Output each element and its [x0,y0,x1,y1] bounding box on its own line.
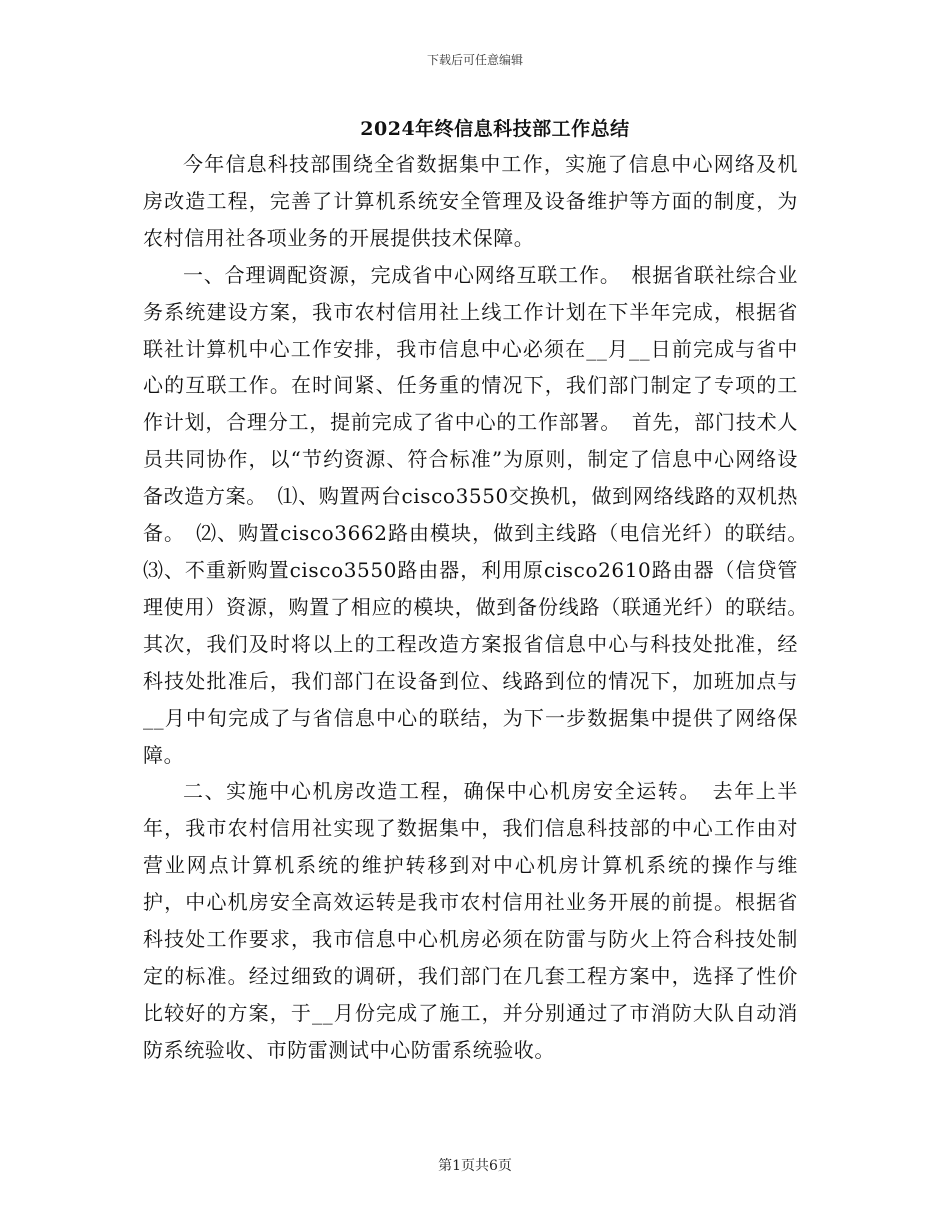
document-body [143,146,819,1069]
page-number-footer: 第1页共6页 [438,1158,512,1174]
paragraph-section-2: 二、实施中心机房改造工程，确保中心机房安全运转。 去年上半年，我市农村信用社实现了数据集中，我们信息科技部的中心工作由对营业网点计算机系统的维护转移到对中心机房计算机系统的操作与维护，中心机房安全高效运转是我市农村信用社业务开展的前提。根据省科技处工作要求，我市信息中心机房必须在防雷与防火上符合科技处制定的标准。经过细致的调研，我们部门在几套工程方案中，选择了性价比较好的方案，于__月份完成了施工，并分别通过了市消防大队自动消防系统验收、市防雷测试中心防雷系统验收。 [143,779,798,1062]
paragraph-intro: 今年信息科技部围绕全省数据集中工作，实施了信息中心网络及机房改造工程，完善了计算机系统安全管理及设备维护等方面的制度，为农村信用社各项业务的开展提供技术保障。 [143,152,798,250]
page-header-note: 下载后可任意编辑 [426,53,523,67]
document-title: 2024年终信息科技部工作总结 [360,118,630,140]
paragraph-section-1: 一、合理调配资源，完成省中心网络互联工作。 根据省联社综合业务系统建设方案，我市农村信用社上线工作计划在下半年完成，根据省联社计算机中心工作安排，我市信息中心必须在__月__日前完成与省中心的互联工作。在时间紧、任务重的情况下，我们部门制定了专项的工作计划，合理分工，提前完成了省中心的工作部署。 首先，部门技术人员共同协作，以“节约资源、符合标准”为原则，制定了信息中心网络设备改造方案。 ⑴、购置两台cisco3550交换机，做到网络线路的双机热备。 ⑵、购置cisco3662路由模块，做到主线路（电信光纤）的联结。 ⑶、不重新购置cisco3550路由器，利用原cisco2610路由器（信贷管理使用）资源，购置了相应的模块，做到备份线路（联通光纤）的联结。 其次，我们及时将以上的工程改造方案报省信息中心与科技处批准，经科技处批准后，我们部门在设备到位、线路到位的情况下，加班加点与__月中旬完成了与省信息中心的联结，为下一步数据集中提供了网络保障。 [143,262,819,767]
